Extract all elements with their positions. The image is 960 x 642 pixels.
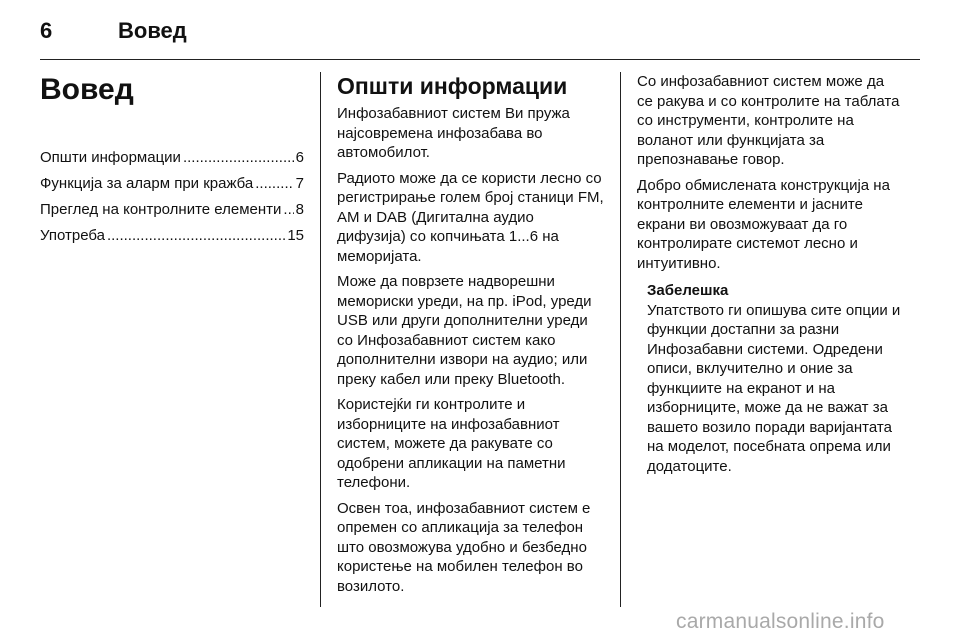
toc-leader-dots (255, 174, 293, 194)
toc-entry-page: 15 (287, 227, 304, 244)
column-divider-1 (320, 72, 321, 607)
body-paragraph: Со инфозабавниот систем може да се ракува и со контролите на таблата со инструменти, контролите на воланот или функцијата за препознавање говор. (637, 73, 900, 168)
toc-column (40, 72, 304, 252)
chapter-title: Вовед (40, 73, 134, 106)
note-box (647, 281, 902, 476)
header-rule (40, 59, 920, 60)
toc-entry[interactable] (40, 148, 304, 168)
watermark-text: carmanualsonline.info (676, 610, 885, 633)
toc-entry[interactable] (40, 200, 304, 220)
toc-entry[interactable] (40, 226, 304, 246)
body-paragraph: Инфозабавниот систем Ви пружа најсовремена инфозабава во автомобилот. (337, 105, 570, 161)
note-title: Забелешка (647, 282, 729, 299)
toc-entry-label: Функција за аларм при кражба (40, 175, 254, 192)
toc-entry-label: Општи информации (40, 149, 181, 166)
toc-leader-dots (107, 226, 285, 246)
toc-entry-label: Преглед на контролните елементи (40, 201, 282, 218)
page-number: 6 (40, 18, 53, 43)
body-paragraph: Користејќи ги контролите и изборниците на инфозабавниот систем, можете да ракувате со одобрени апликации на паметни телефони. (337, 396, 566, 491)
section-title: Општи информации (337, 73, 568, 99)
toc-leader-dots (283, 200, 293, 220)
note-text: Упатството ги опишува сите опции и функции достапни за разни Инфозабавни системи. Одредени описи, вклучително и оние за функциите на екранот и на изборниците, може да не важат за вашето возило поради варијантата на моделот, посебната опрема или додатоците. (647, 301, 901, 475)
body-paragraph: Може да поврзете надворешни мемориски уреди, на пр. iPod, уреди USB или други дополнителни уреди со Инфозабавниот систем како дополнителни извори на аудио; или преку кабел или преку Bluetooth. (337, 273, 592, 388)
toc-entry[interactable] (40, 174, 304, 194)
body-paragraph: Освен тоа, инфозабавниот систем е опремен со апликација за телефон што овозможува удобно и безбедно користење на мобилен телефон во возилото. (337, 499, 591, 595)
body-paragraph: Радиото може да се користи лесно со регистрирање голем број станици FM, AM и DAB (Дигитална аудио дифузија) со копчињата 1...6 на меморијата. (337, 169, 604, 265)
toc-entry-page: 7 (295, 175, 304, 192)
body-column-2 (337, 72, 604, 602)
toc-leader-dots (183, 148, 294, 168)
column-divider-2 (620, 72, 621, 607)
body-column-3 (637, 72, 902, 476)
page-header (40, 18, 920, 48)
running-title: Вовед (118, 18, 187, 43)
toc-entry-page: 8 (295, 201, 304, 218)
toc-entry-page: 6 (295, 149, 304, 166)
toc-entry-label: Употреба (40, 227, 105, 244)
body-paragraph: Добро обмислената конструкција на контролните елементи и јасните екрани ви овозможуваат да го контролирате системот лесно и интуитивно. (637, 176, 890, 272)
